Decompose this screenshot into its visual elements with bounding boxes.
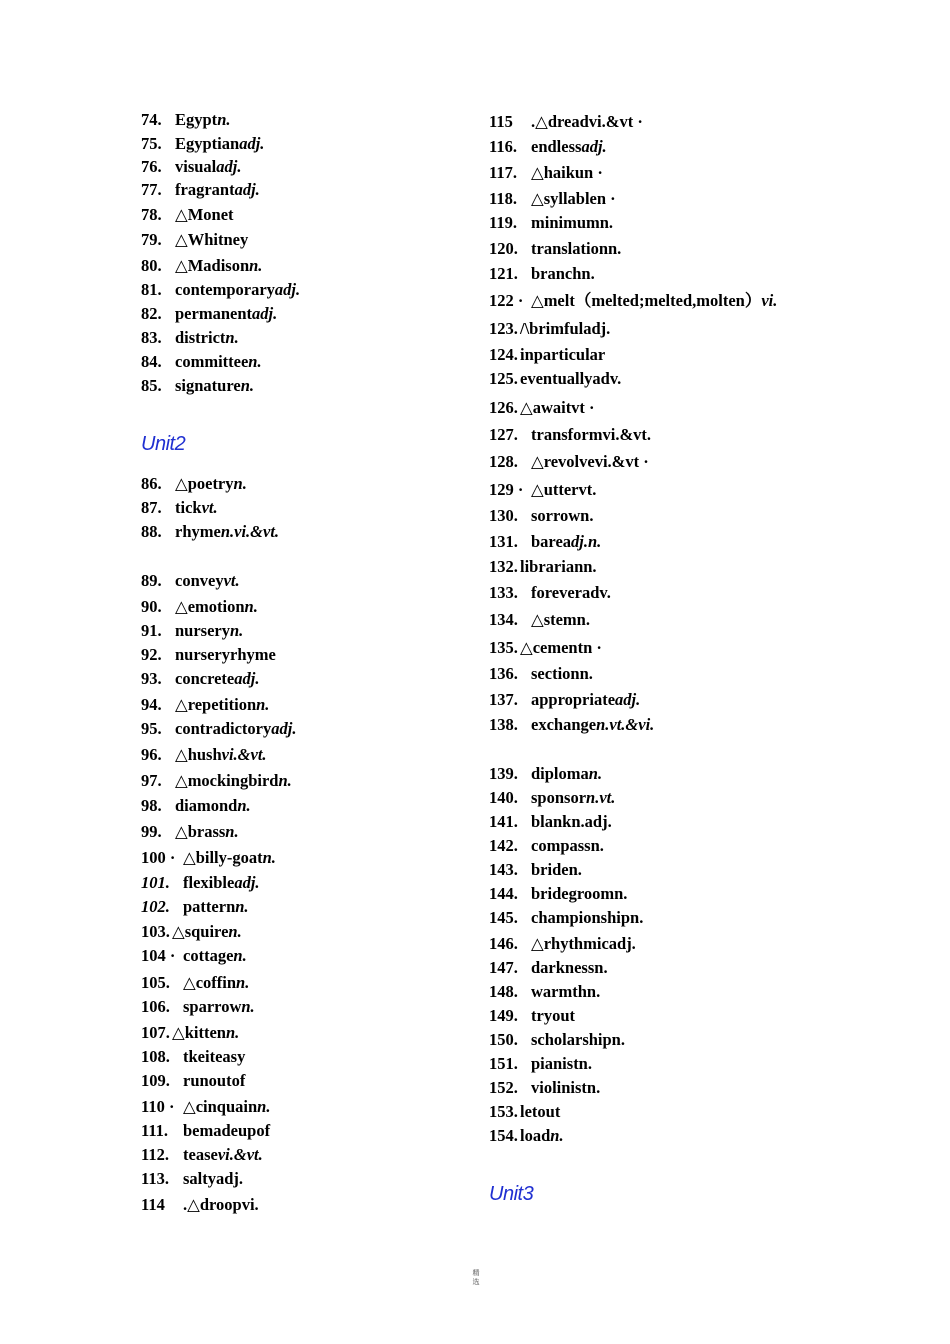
entry-part-of-speech: n.: [241, 997, 255, 1016]
entry-number: 89.: [141, 571, 162, 590]
unit-heading: Unit3: [489, 1183, 534, 1205]
entry-part-of-speech: adj.: [234, 873, 260, 892]
entry-number: 83.: [141, 328, 162, 347]
entry-word: compassn.: [531, 836, 604, 855]
entry-part-of-speech: n.: [235, 897, 249, 916]
entry-word: △emotion: [175, 597, 245, 616]
entry-number: 98.: [141, 796, 162, 815]
entry-number: 140.: [489, 788, 518, 807]
entry-word: △Madison: [175, 256, 250, 275]
entry-number: 74.: [141, 110, 162, 129]
entry-word: signature: [175, 376, 241, 395]
entry-word: tick: [175, 498, 202, 517]
entry-word: tryout: [531, 1006, 575, 1025]
entry-number: 77.: [141, 180, 162, 199]
entry-word: runoutof: [183, 1071, 246, 1090]
entry-part-of-speech: adj.: [234, 669, 260, 688]
entry-number: 107.: [141, 1023, 170, 1042]
entry-part-of-speech: n.: [225, 1023, 240, 1042]
entry-word: contradictory: [175, 719, 272, 738]
entry-number: 96.: [141, 745, 162, 764]
entry-word: △stemn.: [531, 610, 590, 629]
entry-part-of-speech: n.: [256, 695, 270, 714]
entry-part-of-speech: n.: [236, 973, 250, 992]
entry-number: 86.: [141, 474, 162, 493]
entry-word: convey: [175, 571, 224, 590]
entry-word: briden.: [531, 860, 582, 879]
entry-word: △cinquain: [183, 1097, 258, 1116]
entry-number: 102.: [141, 897, 170, 916]
entry-word: exchange: [531, 715, 597, 734]
entry-word: scholarshipn.: [531, 1030, 625, 1049]
entry-word: district: [175, 328, 226, 347]
entry-word: concrete: [175, 669, 235, 688]
entry-number: 130.: [489, 506, 518, 525]
entry-part-of-speech: n.: [217, 110, 231, 129]
entry-number: 85.: [141, 376, 162, 395]
entry-part-of-speech: adj.: [239, 134, 265, 153]
entry-word: diploma: [531, 764, 589, 783]
entry-part-of-speech: adj.: [274, 280, 301, 299]
entry-word: saltyadj.: [183, 1169, 244, 1188]
entry-number: 120.: [489, 239, 518, 258]
entry-number: 95.: [141, 719, 162, 738]
entry-part-of-speech: n.: [248, 352, 262, 371]
entry-number: 103.: [141, 922, 170, 941]
entry-part-of-speech: n.: [225, 328, 239, 347]
entry-number: 93.: [141, 669, 162, 688]
entry-number: 112.: [141, 1145, 169, 1164]
entry-word: △brass: [175, 822, 226, 841]
entry-part-of-speech: dj.n.: [571, 532, 602, 551]
entry-word: rhyme: [175, 522, 221, 541]
entry-number: 115: [489, 112, 513, 131]
entry-word: contemporary: [175, 280, 275, 299]
entry-word: Egypt: [175, 110, 218, 129]
entry-word: blankn.adj.: [531, 812, 612, 831]
entry-number: 139.: [489, 764, 518, 783]
entry-number: 94.: [141, 695, 162, 714]
entry-part-of-speech: adj.: [581, 137, 607, 156]
entry-word: permanent: [175, 304, 252, 323]
entry-number: 117.: [489, 163, 517, 182]
entry-word: eventuallyadv.: [520, 369, 622, 388]
entry-number: 81.: [141, 280, 162, 299]
footer-line-1: 精: [472, 1269, 480, 1277]
entry-number: 92.: [141, 645, 162, 664]
entry-word: minimumn.: [531, 213, 614, 232]
entry-word: sectionn.: [531, 664, 593, 683]
entry-word: letout: [520, 1102, 561, 1121]
entry-word: committee: [175, 352, 249, 371]
entry-word: flexible: [183, 873, 235, 892]
entry-part-of-speech: n.: [262, 848, 276, 867]
entry-word: branchn.: [531, 264, 595, 283]
entry-number: 88.: [141, 522, 162, 541]
entry-number: 75.: [141, 134, 162, 153]
entry-number: 126.: [489, 398, 518, 417]
entry-number: 106.: [141, 997, 170, 1016]
entry-number: 100 ·: [141, 848, 176, 867]
entry-word: translationn.: [531, 239, 622, 258]
entry-number: 97.: [141, 771, 162, 790]
entry-number: 152.: [489, 1078, 518, 1097]
entry-number: 116.: [489, 137, 517, 156]
entry-number: 121.: [489, 264, 518, 283]
entry-part-of-speech: n.vt.: [586, 788, 616, 807]
entry-word: nursery: [175, 621, 230, 640]
entry-word: △revolvevi.&vt ·: [531, 452, 649, 471]
entry-number: 101.: [141, 873, 170, 892]
entry-number: 123.: [489, 319, 518, 338]
entry-word: △poetry: [175, 474, 234, 493]
entry-part-of-speech: adj.: [271, 719, 297, 738]
entry-word: pianistn.: [531, 1054, 592, 1073]
entry-part-of-speech: n.: [240, 376, 255, 395]
entry-word: load: [520, 1126, 551, 1145]
entry-part-of-speech: n.: [233, 946, 247, 965]
entry-word: fragrant: [175, 180, 235, 199]
entry-number: 91.: [141, 621, 162, 640]
entry-word: △billy-goat: [183, 848, 263, 867]
entry-number: 109.: [141, 1071, 170, 1090]
entry-word: inparticular: [520, 345, 606, 364]
entry-number: 153.: [489, 1102, 518, 1121]
entry-number: 79.: [141, 230, 162, 249]
entry-word: cottage: [183, 946, 234, 965]
entry-number: 137.: [489, 690, 518, 709]
entry-word: appropriate: [531, 690, 616, 709]
entry-number: 90.: [141, 597, 162, 616]
entry-number: 141.: [489, 812, 518, 831]
entry-part-of-speech: adj.: [615, 690, 641, 709]
entry-part-of-speech: adj.: [216, 157, 242, 176]
entry-part-of-speech: n.: [237, 796, 251, 815]
entry-word: △rhythmicadj.: [531, 934, 636, 953]
entry-part-of-speech: vi.&vt.: [217, 1145, 263, 1164]
entry-number: 108.: [141, 1047, 170, 1066]
entry-part-of-speech: n.: [230, 621, 244, 640]
entry-number: 154.: [489, 1126, 518, 1145]
entry-word: Egyptian: [175, 134, 240, 153]
entry-word: librariann.: [520, 557, 597, 576]
entry-word: warmthn.: [531, 982, 601, 1001]
entry-word: tkeiteasy: [183, 1047, 246, 1066]
entry-word: pattern: [183, 897, 236, 916]
entry-word: △Whitney: [175, 230, 249, 249]
entry-number: 114: [141, 1195, 165, 1214]
entry-number: 135.: [489, 638, 518, 657]
entry-part-of-speech: n.: [550, 1126, 564, 1145]
entry-word: △cementn ·: [520, 638, 602, 657]
entry-number: 119.: [489, 213, 517, 232]
entry-number: 132.: [489, 557, 518, 576]
entry-part-of-speech: n.: [249, 256, 263, 275]
entry-part-of-speech: n.: [257, 1097, 271, 1116]
entry-word: △hush: [175, 745, 222, 764]
entry-part-of-speech: vi.&vt.: [221, 745, 267, 764]
entry-word: transformvi.&vt.: [531, 425, 652, 444]
entry-part-of-speech: adj.: [252, 304, 278, 323]
entry-number: 149.: [489, 1006, 518, 1025]
entry-number: 148.: [489, 982, 518, 1001]
entry-number: 99.: [141, 822, 162, 841]
footer-line-2: 选: [472, 1278, 480, 1286]
entry-word: .△dreadvi.&vt ·: [531, 112, 643, 131]
entry-part-of-speech: n.: [244, 597, 258, 616]
entry-word: △mockingbird: [175, 771, 279, 790]
entry-word: △coffin: [183, 973, 237, 992]
entry-part-of-speech: n.: [233, 474, 247, 493]
entry-word: foreveradv.: [531, 583, 611, 602]
entry-word: diamond: [175, 796, 238, 815]
entry-part-of-speech: vt.: [223, 571, 240, 590]
entry-word: △awaitvt ·: [520, 398, 595, 417]
entry-word: △haikun ·: [531, 163, 603, 182]
entry-part-of-speech: vi.: [761, 291, 778, 310]
entry-word: darknessn.: [531, 958, 608, 977]
entry-word: /\brimfuladj.: [520, 319, 611, 338]
entry-number: 113.: [141, 1169, 169, 1188]
entry-number: 84.: [141, 352, 162, 371]
entry-word: championshipn.: [531, 908, 644, 927]
entry-number: 104 ·: [141, 946, 176, 965]
entry-word: △uttervt.: [531, 480, 597, 499]
entry-part-of-speech: n.: [225, 822, 239, 841]
entry-word: △kitten: [172, 1023, 226, 1042]
entry-number: 111.: [141, 1121, 169, 1140]
entry-part-of-speech: vt.: [201, 498, 218, 517]
entry-number: 127.: [489, 425, 518, 444]
entry-number: 124.: [489, 345, 518, 364]
unit-heading: Unit2: [141, 433, 186, 455]
entry-word: violinistn.: [531, 1078, 601, 1097]
entry-word: endless: [531, 137, 582, 156]
entry-word: △syllablen ·: [531, 189, 616, 208]
entry-number: 133.: [489, 583, 518, 602]
entry-number: 146.: [489, 934, 518, 953]
entry-word: △squire: [172, 922, 229, 941]
entry-number: 105.: [141, 973, 170, 992]
entry-word: bemadeupof: [183, 1121, 271, 1140]
entry-number: 151.: [489, 1054, 518, 1073]
entry-number: 87.: [141, 498, 162, 517]
entry-word: △repetition: [175, 695, 257, 714]
entry-number: 125.: [489, 369, 518, 388]
entry-number: 78.: [141, 205, 162, 224]
entry-number: 118.: [489, 189, 517, 208]
entry-number: 147.: [489, 958, 518, 977]
entry-number: 76.: [141, 157, 162, 176]
entry-number: 134.: [489, 610, 518, 629]
entry-number: 122 ·: [489, 291, 524, 310]
entry-number: 136.: [489, 664, 518, 683]
entry-number: 145.: [489, 908, 518, 927]
entry-word: sponsor: [531, 788, 587, 807]
entry-part-of-speech: adj.: [234, 180, 260, 199]
entry-word: bridegroomn.: [531, 884, 628, 903]
entry-word: barea: [531, 532, 572, 551]
entry-number: 82.: [141, 304, 162, 323]
entry-word: △Monet: [175, 205, 234, 224]
entry-number: 80.: [141, 256, 162, 275]
entry-number: 144.: [489, 884, 518, 903]
entry-word: △melt（melted;melted,molten）: [531, 291, 762, 310]
entry-word: sparrow: [183, 997, 242, 1016]
entry-word: nurseryrhyme: [175, 645, 276, 664]
entry-word: tease: [183, 1145, 218, 1164]
entry-word: visual: [175, 157, 217, 176]
entry-number: 110 ·: [141, 1097, 175, 1116]
entry-number: 142.: [489, 836, 518, 855]
entry-part-of-speech: n.: [228, 922, 242, 941]
entry-part-of-speech: n.: [588, 764, 603, 783]
entry-part-of-speech: n.vi.&vt.: [220, 522, 280, 541]
entry-number: 128.: [489, 452, 518, 471]
entry-number: 150.: [489, 1030, 518, 1049]
entry-word: sorrown.: [531, 506, 594, 525]
entry-number: 143.: [489, 860, 518, 879]
entry-word: .△droopvi.: [183, 1195, 259, 1214]
page-footer: [470, 1269, 482, 1287]
entry-part-of-speech: n.: [278, 771, 292, 790]
entry-number: 129 ·: [489, 480, 524, 499]
entry-number: 131.: [489, 532, 518, 551]
entry-part-of-speech: n.vt.&vi.: [596, 715, 655, 734]
entry-number: 138.: [489, 715, 518, 734]
